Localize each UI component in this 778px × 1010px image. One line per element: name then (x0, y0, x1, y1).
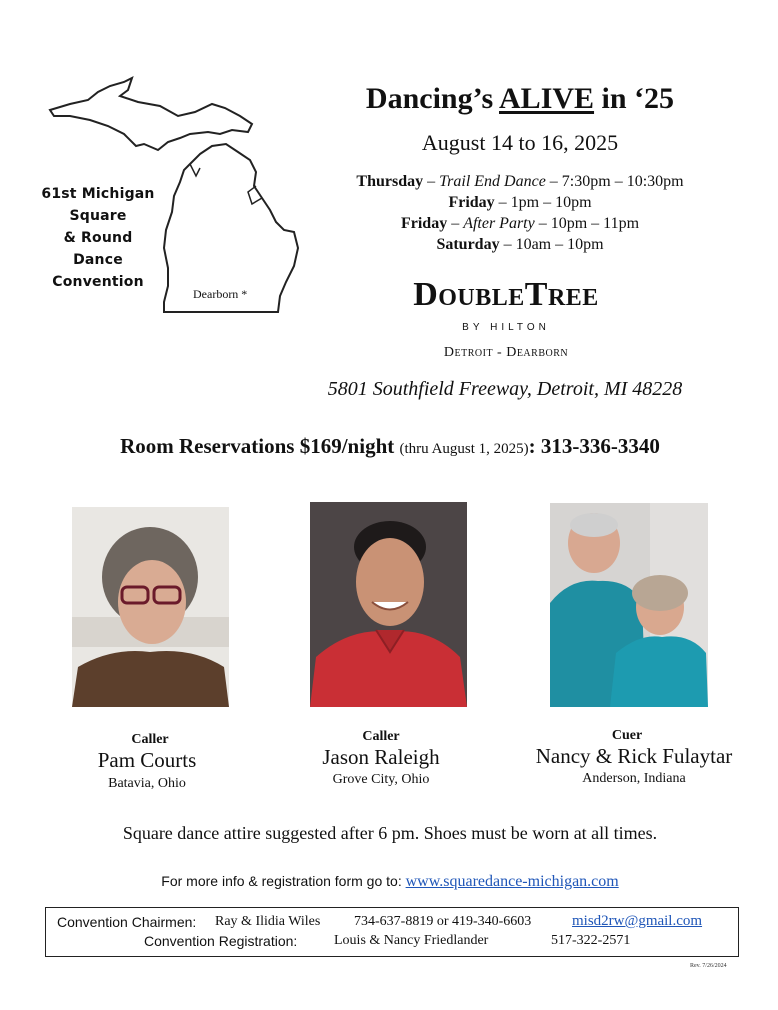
convention-line-3: & Round (63, 230, 133, 246)
room-deadline: (thru August 1, 2025) (399, 441, 529, 457)
registration-phone: 517-322-2571 (551, 933, 631, 948)
chairmen-names: Ray & Ilidia Wiles (215, 914, 321, 929)
schedule-row: Saturday – 10am – 10pm (436, 236, 604, 253)
contact-box (45, 907, 739, 957)
title-prefix: Dancing’s (365, 82, 500, 115)
schedule-row: Friday – After Party – 10pm – 11pm (400, 215, 640, 232)
room-phone: : 313-336-3340 (528, 434, 660, 458)
chairmen-phones: 734-637-8819 or 419-340-6603 (354, 914, 532, 929)
by-hilton-text: BY HILTON (462, 322, 550, 333)
chairmen-label: Convention Chairmen: (57, 914, 197, 930)
room-rate: Room Reservations $169/night (120, 434, 395, 458)
schedule-time: 1pm – 10pm (510, 194, 592, 211)
email-link[interactable]: misd2rw@gmail.com (572, 913, 703, 929)
convention-line-4: Dance (73, 252, 123, 268)
more-info-text: For more info & registration form go to: (161, 873, 402, 889)
room-reservations (40, 434, 740, 459)
staff-name: Nancy & Rick Fulaytar (535, 744, 733, 768)
photo-pam-courts (72, 507, 229, 707)
dearborn-label: Dearborn * (193, 287, 248, 301)
more-info (40, 873, 740, 891)
hotel-address: 5801 Southfield Freeway, Detroit, MI 48228 (327, 378, 683, 400)
schedule-row: Friday – 1pm – 10pm (448, 194, 592, 211)
convention-line-5: Convention (52, 274, 144, 290)
staff-name: Jason Raleigh (322, 745, 440, 769)
staff-location: Batavia, Ohio (108, 776, 186, 791)
schedule-event: Trail End Dance (439, 173, 546, 190)
registration-label: Convention Registration: (144, 933, 298, 949)
michigan-map (40, 72, 305, 317)
convention-line-1: 61st Michigan (41, 186, 155, 202)
schedule-time: 10am – 10pm (515, 236, 604, 253)
event-title (320, 82, 720, 116)
schedule-event: After Party (463, 215, 535, 232)
hotel-location: Detroit - Dearborn (443, 345, 569, 360)
staff-name: Pam Courts (97, 748, 197, 772)
role-label: Cuer (611, 728, 643, 743)
photo-jason-raleigh (310, 502, 467, 707)
schedule-time: 7:30pm – 10:30pm (561, 173, 684, 190)
registration-names: Louis & Nancy Friedlander (334, 933, 489, 948)
convention-line-2: Square (69, 208, 127, 224)
role-label: Caller (131, 732, 169, 747)
revision-date: Rev. 7/26/2024 (690, 963, 727, 969)
schedule-time: 10pm – 11pm (550, 215, 640, 232)
staff-location: Anderson, Indiana (582, 771, 686, 786)
title-alive: ALIVE (499, 82, 595, 115)
doubletree-logo: DoubleTree (413, 276, 599, 313)
schedule-day: Friday (448, 194, 495, 211)
photo-nancy-rick-fulaytar (550, 503, 708, 707)
attire-notice: Square dance attire suggested after 6 pm. Shoes must be worn at all times. (122, 823, 658, 843)
schedule-day: Saturday (436, 236, 500, 253)
staff-location: Grove City, Ohio (332, 772, 430, 787)
event-dates: August 14 to 16, 2025 (421, 130, 619, 155)
schedule-row: Thursday – Trail End Dance – 7:30pm – 10:30pm (356, 173, 684, 190)
website-link[interactable]: www.squaredance-michigan.com (405, 873, 619, 890)
schedule-day: Friday (400, 215, 448, 232)
title-suffix: in ‘25 (594, 82, 675, 115)
schedule-day: Thursday (356, 173, 424, 190)
role-label: Caller (362, 729, 400, 744)
